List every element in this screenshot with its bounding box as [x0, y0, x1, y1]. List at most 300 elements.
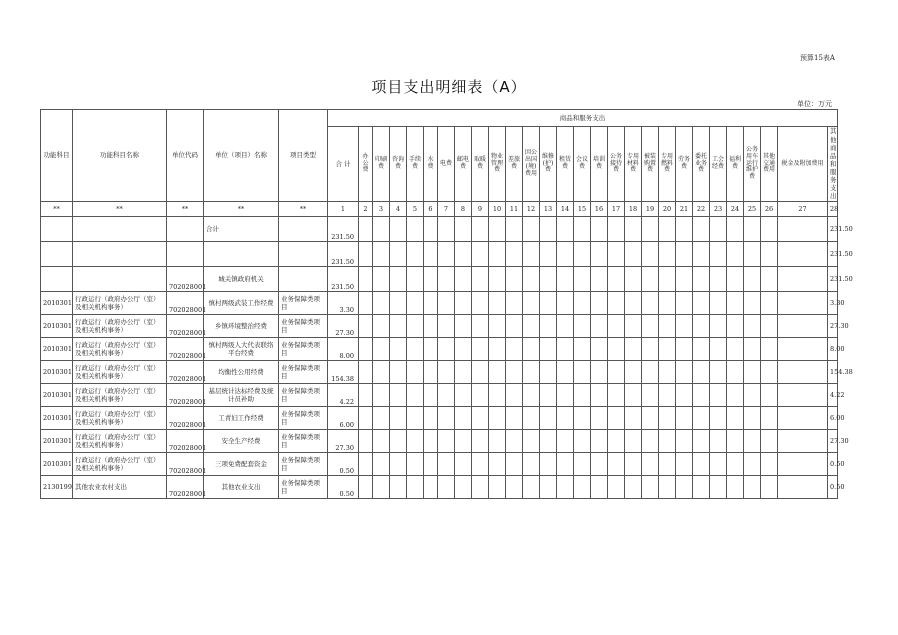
header-col-11: 差旅费	[506, 127, 523, 202]
cell-empty	[557, 242, 574, 267]
cell-project-type: 业务保障类项目	[279, 453, 328, 476]
cell-empty	[523, 242, 540, 267]
index-cell: 21	[676, 202, 693, 217]
cell-empty	[676, 217, 693, 242]
cell-empty	[390, 407, 407, 430]
table-row	[41, 384, 838, 407]
cell-unit-code: 702028001	[167, 338, 204, 361]
cell-empty	[693, 384, 710, 407]
cell-empty	[359, 384, 373, 407]
cell-empty	[540, 267, 557, 292]
table-row	[41, 407, 838, 430]
cell-empty	[523, 361, 540, 384]
cell-empty	[710, 476, 727, 499]
cell-empty	[359, 338, 373, 361]
table-row	[41, 453, 838, 476]
cell-empty	[390, 361, 407, 384]
header-project-type: 项目类型	[279, 110, 328, 202]
cell-empty	[676, 384, 693, 407]
header-col-3: 印刷费	[373, 127, 390, 202]
cell-total: 231.50	[328, 242, 359, 267]
index-cell: 7	[438, 202, 455, 217]
cell-empty	[693, 361, 710, 384]
header-col-7: 电费	[438, 127, 455, 202]
cell-empty	[489, 453, 506, 476]
cell-empty	[407, 217, 424, 242]
cell-empty	[523, 476, 540, 499]
cell-empty	[373, 361, 390, 384]
cell-func-name	[73, 242, 167, 267]
cell-empty	[438, 430, 455, 453]
header-col-19: 被装购置费	[642, 127, 659, 202]
cell-empty	[761, 384, 778, 407]
cell-empty	[424, 217, 438, 242]
cell-empty	[390, 384, 407, 407]
cell-empty	[424, 242, 438, 267]
cell-empty	[778, 315, 828, 338]
cell-empty	[407, 242, 424, 267]
header-col-12: 因公出国(境)费用	[523, 127, 540, 202]
cell-empty	[472, 384, 489, 407]
cell-empty	[761, 407, 778, 430]
cell-empty	[557, 476, 574, 499]
header-group-goods-services: 商品和服务支出	[328, 110, 838, 127]
header-col-22: 委托业务费	[693, 127, 710, 202]
cell-empty	[693, 242, 710, 267]
index-cell: **	[167, 202, 204, 217]
cell-empty	[693, 338, 710, 361]
cell-empty	[642, 292, 659, 315]
cell-project-type	[279, 217, 328, 242]
cell-empty	[438, 361, 455, 384]
cell-empty	[693, 217, 710, 242]
cell-empty	[438, 292, 455, 315]
cell-empty	[574, 242, 591, 267]
cell-empty	[472, 267, 489, 292]
cell-other-goods-services: 0.50	[828, 476, 838, 499]
cell-empty	[540, 430, 557, 453]
cell-empty	[659, 476, 676, 499]
cell-empty	[455, 315, 472, 338]
header-col-26: 其他交通费用	[761, 127, 778, 202]
cell-total: 231.50	[328, 267, 359, 292]
cell-empty	[744, 361, 761, 384]
header-col-28: 其他商品和服务支出	[828, 127, 838, 202]
cell-empty	[761, 476, 778, 499]
cell-empty	[373, 384, 390, 407]
cell-empty	[574, 384, 591, 407]
cell-empty	[778, 407, 828, 430]
cell-empty	[407, 315, 424, 338]
cell-empty	[744, 453, 761, 476]
index-cell: **	[73, 202, 167, 217]
cell-other-goods-services: 4.22	[828, 384, 838, 407]
cell-empty	[540, 242, 557, 267]
cell-empty	[455, 267, 472, 292]
cell-empty	[761, 338, 778, 361]
cell-empty	[540, 315, 557, 338]
index-cell: **	[204, 202, 279, 217]
index-cell: 4	[390, 202, 407, 217]
cell-empty	[778, 476, 828, 499]
cell-func-name	[73, 267, 167, 292]
header-col-16: 培训费	[591, 127, 608, 202]
cell-empty	[778, 361, 828, 384]
header-col-15: 会议费	[574, 127, 591, 202]
cell-empty	[438, 338, 455, 361]
cell-empty	[390, 476, 407, 499]
header-col-18: 专用材料费	[625, 127, 642, 202]
cell-func-name: 行政运行（政府办公厅（室）及相关机构事务）	[73, 315, 167, 338]
cell-empty	[489, 315, 506, 338]
cell-empty	[761, 267, 778, 292]
cell-empty	[676, 315, 693, 338]
cell-func-name: 其他农业农村支出	[73, 476, 167, 499]
cell-empty	[659, 292, 676, 315]
cell-empty	[642, 384, 659, 407]
cell-empty	[625, 453, 642, 476]
cell-empty	[710, 361, 727, 384]
cell-empty	[455, 407, 472, 430]
index-cell: **	[279, 202, 328, 217]
cell-func-name: 行政运行（政府办公厅（室）及相关机构事务）	[73, 292, 167, 315]
cell-empty	[625, 338, 642, 361]
cell-empty	[489, 292, 506, 315]
cell-empty	[591, 267, 608, 292]
index-cell: 15	[574, 202, 591, 217]
cell-func-name: 行政运行（政府办公厅（室）及相关机构事务）	[73, 338, 167, 361]
cell-empty	[642, 430, 659, 453]
cell-unit-name: 三项免费配套资金	[204, 453, 279, 476]
cell-empty	[744, 217, 761, 242]
cell-unit-code: 702028001	[167, 384, 204, 407]
cell-empty	[557, 217, 574, 242]
cell-empty	[424, 361, 438, 384]
cell-empty	[574, 453, 591, 476]
index-cell: 14	[557, 202, 574, 217]
index-cell: 6	[424, 202, 438, 217]
header-func-code: 功能科目	[41, 110, 73, 202]
cell-empty	[373, 430, 390, 453]
cell-empty	[778, 217, 828, 242]
cell-empty	[373, 476, 390, 499]
cell-empty	[744, 242, 761, 267]
cell-empty	[523, 292, 540, 315]
cell-func-code: 2010301	[41, 407, 73, 430]
cell-empty	[506, 384, 523, 407]
header-col-4: 咨询费	[390, 127, 407, 202]
cell-empty	[438, 217, 455, 242]
cell-empty	[424, 292, 438, 315]
cell-unit-code	[167, 242, 204, 267]
cell-empty	[472, 315, 489, 338]
cell-empty	[710, 338, 727, 361]
cell-empty	[727, 407, 744, 430]
header-col-17: 公务接待费	[608, 127, 625, 202]
cell-project-type: 业务保障类项目	[279, 430, 328, 453]
cell-empty	[489, 430, 506, 453]
cell-unit-name: 乡镇环境整治经费	[204, 315, 279, 338]
cell-empty	[455, 292, 472, 315]
index-cell: 5	[407, 202, 424, 217]
cell-empty	[625, 242, 642, 267]
cell-empty	[506, 361, 523, 384]
cell-empty	[676, 338, 693, 361]
cell-empty	[540, 361, 557, 384]
cell-empty	[710, 384, 727, 407]
cell-func-code	[41, 217, 73, 242]
cell-empty	[625, 267, 642, 292]
cell-empty	[557, 407, 574, 430]
cell-empty	[472, 361, 489, 384]
index-cell: 25	[744, 202, 761, 217]
cell-empty	[506, 430, 523, 453]
cell-empty	[373, 315, 390, 338]
cell-empty	[540, 407, 557, 430]
cell-empty	[472, 242, 489, 267]
cell-other-goods-services: 6.00	[828, 407, 838, 430]
cell-empty	[557, 338, 574, 361]
cell-func-name: 行政运行（政府办公厅（室）及相关机构事务）	[73, 361, 167, 384]
cell-empty	[608, 338, 625, 361]
table-row	[41, 267, 838, 292]
cell-empty	[407, 338, 424, 361]
cell-empty	[710, 292, 727, 315]
page-title: 项目支出明细表（A）	[371, 78, 527, 96]
cell-empty	[727, 338, 744, 361]
cell-empty	[359, 242, 373, 267]
cell-empty	[642, 217, 659, 242]
cell-empty	[523, 430, 540, 453]
cell-empty	[659, 267, 676, 292]
cell-empty	[424, 430, 438, 453]
index-cell: 16	[591, 202, 608, 217]
cell-empty	[373, 292, 390, 315]
cell-empty	[676, 292, 693, 315]
cell-empty	[506, 453, 523, 476]
cell-empty	[761, 292, 778, 315]
cell-total: 231.50	[328, 217, 359, 242]
cell-empty	[744, 407, 761, 430]
cell-empty	[523, 338, 540, 361]
cell-empty	[727, 315, 744, 338]
cell-empty	[523, 217, 540, 242]
cell-empty	[591, 407, 608, 430]
cell-empty	[359, 267, 373, 292]
cell-unit-name: 慎村两级武装工作经费	[204, 292, 279, 315]
cell-empty	[455, 453, 472, 476]
cell-empty	[523, 407, 540, 430]
cell-empty	[390, 242, 407, 267]
cell-project-type: 业务保障类项目	[279, 361, 328, 384]
cell-empty	[472, 453, 489, 476]
cell-empty	[676, 242, 693, 267]
cell-empty	[557, 315, 574, 338]
cell-other-goods-services: 8.00	[828, 338, 838, 361]
index-cell: 20	[659, 202, 676, 217]
cell-empty	[557, 453, 574, 476]
cell-other-goods-services: 3.30	[828, 292, 838, 315]
cell-empty	[625, 384, 642, 407]
cell-empty	[438, 267, 455, 292]
cell-empty	[642, 242, 659, 267]
cell-empty	[557, 384, 574, 407]
cell-empty	[489, 476, 506, 499]
index-cell: 24	[727, 202, 744, 217]
cell-empty	[676, 361, 693, 384]
cell-total: 4.22	[328, 384, 359, 407]
header-col-25: 公务用车运行维护费	[744, 127, 761, 202]
cell-empty	[359, 217, 373, 242]
cell-empty	[625, 407, 642, 430]
cell-empty	[390, 217, 407, 242]
cell-empty	[373, 338, 390, 361]
cell-empty	[407, 453, 424, 476]
cell-empty	[608, 384, 625, 407]
index-cell: 13	[540, 202, 557, 217]
cell-func-name: 行政运行（政府办公厅（室）及相关机构事务）	[73, 407, 167, 430]
cell-empty	[693, 292, 710, 315]
cell-empty	[625, 292, 642, 315]
cell-empty	[407, 384, 424, 407]
cell-project-type	[279, 242, 328, 267]
cell-empty	[608, 361, 625, 384]
unit-label: 单位：万元	[797, 100, 832, 108]
cell-func-code: 2010301	[41, 292, 73, 315]
cell-empty	[761, 453, 778, 476]
header-func-name: 功能科目名称	[73, 110, 167, 202]
cell-empty	[472, 407, 489, 430]
cell-unit-code	[167, 217, 204, 242]
cell-empty	[625, 361, 642, 384]
cell-empty	[761, 217, 778, 242]
cell-empty	[424, 453, 438, 476]
index-cell: 28	[828, 202, 838, 217]
cell-empty	[608, 476, 625, 499]
cell-empty	[472, 430, 489, 453]
cell-empty	[727, 361, 744, 384]
cell-empty	[472, 292, 489, 315]
cell-empty	[373, 242, 390, 267]
cell-empty	[642, 361, 659, 384]
cell-empty	[574, 267, 591, 292]
cell-empty	[574, 338, 591, 361]
cell-empty	[373, 267, 390, 292]
cell-unit-code: 702028001	[167, 361, 204, 384]
cell-empty	[359, 361, 373, 384]
table-row	[41, 315, 838, 338]
cell-empty	[642, 315, 659, 338]
cell-empty	[608, 217, 625, 242]
header-col-27: 税金及附加费用	[778, 127, 828, 202]
cell-empty	[506, 292, 523, 315]
cell-empty	[373, 407, 390, 430]
cell-total: 27.30	[328, 315, 359, 338]
index-cell: 11	[506, 202, 523, 217]
cell-empty	[659, 453, 676, 476]
cell-empty	[642, 453, 659, 476]
cell-empty	[373, 217, 390, 242]
cell-unit-name: 合计	[204, 217, 279, 242]
header-unit-name: 单位（项目）名称	[204, 110, 279, 202]
cell-unit-name: 城关镇政府机关	[204, 267, 279, 292]
cell-empty	[625, 430, 642, 453]
cell-empty	[693, 315, 710, 338]
cell-func-name	[73, 217, 167, 242]
cell-empty	[659, 338, 676, 361]
cell-empty	[438, 453, 455, 476]
cell-empty	[438, 476, 455, 499]
cell-empty	[727, 384, 744, 407]
cell-project-type	[279, 267, 328, 292]
cell-empty	[761, 315, 778, 338]
cell-project-type: 业务保障类项目	[279, 338, 328, 361]
cell-empty	[659, 361, 676, 384]
cell-empty	[625, 217, 642, 242]
header-col-6: 水费	[424, 127, 438, 202]
cell-empty	[710, 315, 727, 338]
index-cell: 9	[472, 202, 489, 217]
cell-empty	[540, 453, 557, 476]
cell-other-goods-services: 154.38	[828, 361, 838, 384]
cell-empty	[407, 430, 424, 453]
cell-empty	[676, 407, 693, 430]
cell-empty	[455, 361, 472, 384]
header-col-23: 工会经费	[710, 127, 727, 202]
cell-other-goods-services: 231.50	[828, 242, 838, 267]
cell-empty	[693, 407, 710, 430]
cell-empty	[693, 453, 710, 476]
cell-empty	[744, 476, 761, 499]
cell-empty	[693, 267, 710, 292]
cell-empty	[506, 338, 523, 361]
cell-unit-code: 702028001	[167, 430, 204, 453]
index-cell: 26	[761, 202, 778, 217]
cell-empty	[659, 407, 676, 430]
cell-empty	[359, 430, 373, 453]
cell-empty	[591, 217, 608, 242]
cell-empty	[455, 384, 472, 407]
cell-empty	[424, 267, 438, 292]
cell-empty	[523, 384, 540, 407]
table-row	[41, 361, 838, 384]
cell-empty	[455, 430, 472, 453]
cell-empty	[608, 267, 625, 292]
project-expenditure-table	[40, 109, 853, 499]
cell-unit-code: 702028001	[167, 476, 204, 499]
index-cell: 12	[523, 202, 540, 217]
cell-empty	[359, 476, 373, 499]
cell-empty	[506, 407, 523, 430]
cell-empty	[424, 407, 438, 430]
cell-empty	[676, 476, 693, 499]
cell-empty	[727, 217, 744, 242]
cell-empty	[608, 430, 625, 453]
cell-empty	[438, 407, 455, 430]
cell-other-goods-services: 27.30	[828, 315, 838, 338]
cell-empty	[455, 217, 472, 242]
cell-project-type: 业务保障类项目	[279, 315, 328, 338]
cell-empty	[761, 430, 778, 453]
cell-other-goods-services: 27.30	[828, 430, 838, 453]
cell-unit-name	[204, 242, 279, 267]
cell-empty	[761, 242, 778, 267]
cell-empty	[693, 430, 710, 453]
cell-empty	[407, 292, 424, 315]
cell-empty	[778, 267, 828, 292]
cell-unit-name: 均衡性公用经费	[204, 361, 279, 384]
cell-total: 0.50	[328, 476, 359, 499]
